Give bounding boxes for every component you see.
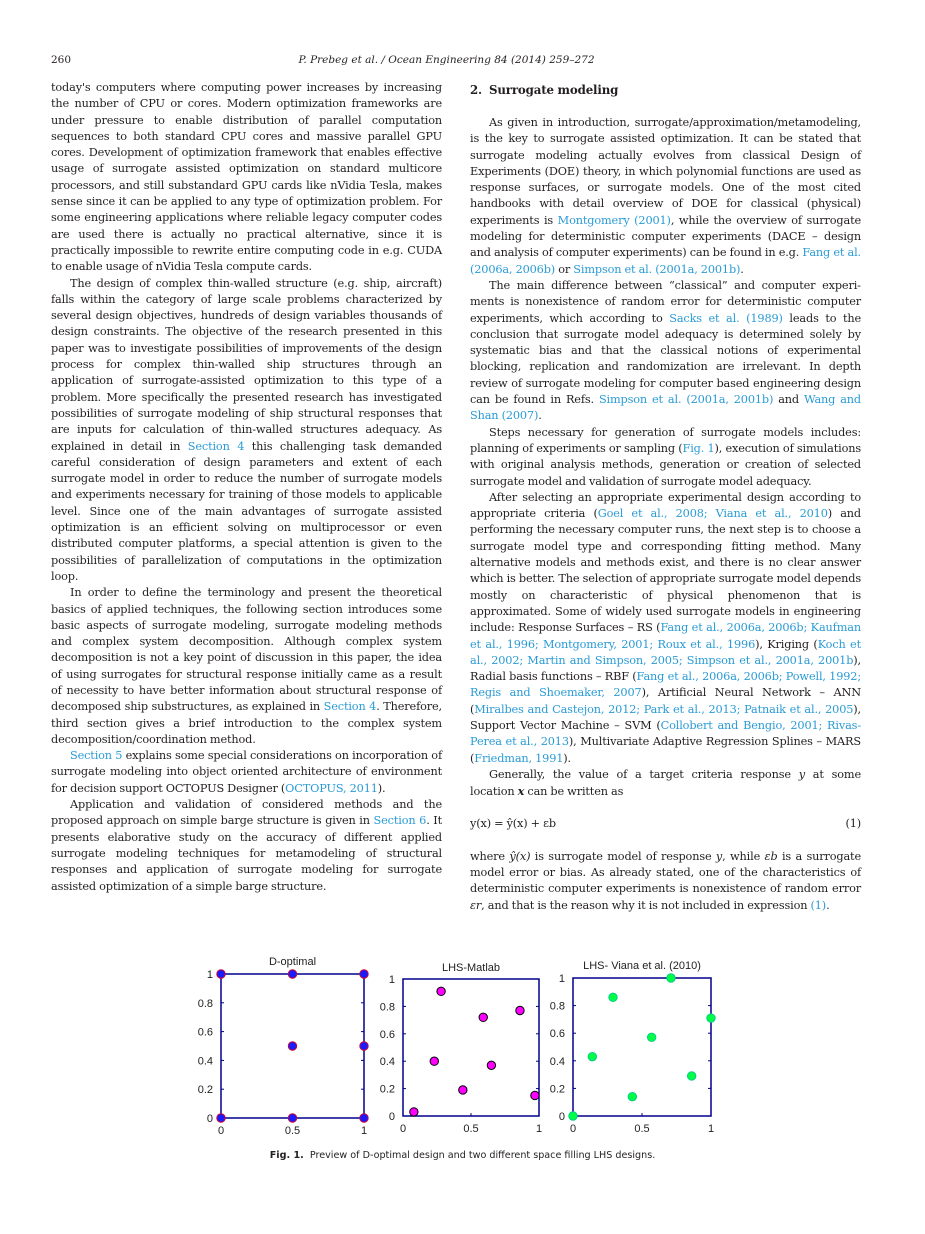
svg-text:0.5: 0.5	[284, 1125, 301, 1137]
svg-text:0.4: 0.4	[379, 1056, 395, 1069]
paragraph: The main difference between “classical” and computer experiments is nonexistence of random error for deterministic computer experiments, which according to Sacks et al. (1989) leads to the conclusion that surrogate model adequacy is determined solely by systematic bias and that the classical notions of experimental blocking, replication and randomization are irrelevant. In depth review of surrogate modeling for computer based engineering design can be found in Refs. Simpson et al. (2001a, 2001b) and Wang and Shan (2007).	[470, 278, 862, 423]
svg-text:0.8: 0.8	[549, 1000, 565, 1013]
svg-text:0: 0	[399, 1123, 407, 1135]
citation-link[interactable]: Montgomery (2001)	[557, 213, 671, 227]
data-point	[667, 974, 675, 982]
citation-link[interactable]: Simpson et al. (2001a, 2001b)	[598, 393, 774, 407]
svg-text:0.8: 0.8	[379, 1001, 395, 1014]
citation-link[interactable]: Simpson et al. (2001a, 2001b)	[573, 262, 741, 276]
data-point	[569, 1112, 577, 1120]
data-point	[217, 970, 225, 978]
journal-citation: P. Prebeg et al. / Ocean Engineering 84 (2014) 259–272	[298, 54, 595, 66]
right-column	[470, 80, 861, 914]
citation-link[interactable]: Wang and Shan (2007)	[470, 393, 861, 423]
svg-text:1: 1	[206, 969, 213, 981]
paragraph: Application and validation of considered methods and the proposed approach on simple barge structure is given in Section 6. It presents elaborative study on the accuracy of different applied surrogate modeling techniques for metamodeling of structural responses and application of surrogate modeling for surrogate assisted optimization of a simple barge structure.	[51, 798, 442, 893]
scatter-panel	[198, 956, 368, 1137]
paragraph: In order to define the terminology and present the theoretical basics of applied techniques, the following section introduces some basic aspects of surrogate modeling, surrogate modeling methods and complex system decomposition. Although complex system decomposition is not a key point of discussion in this paper, the idea of using surrogates for structural response initially came as a result of necessity to have better information about structural response of decomposed ship substructures, as explained in Section 4. Therefore, third section gives a brief introduction to the complex system decomposition/coordination method.	[51, 586, 442, 746]
citation-link[interactable]: Fang et al., 2006a, 2006b; Powell, 1992; Regis and Shoemaker, 2007	[470, 670, 861, 700]
data-point	[360, 970, 368, 978]
svg-text:1: 1	[535, 1123, 543, 1135]
svg-text:LHS- Viana et al. (2010): LHS- Viana et al. (2010)	[583, 960, 701, 972]
citation-link[interactable]: Fang et al., 2006a, 2006b; Kaufman et al., 1996; Montgomery, 2001; Roux et al., 1996	[470, 621, 861, 651]
citation-link[interactable]: Goel et al., 2008; Viana et al., 2010	[597, 507, 828, 521]
scatter-panel	[380, 962, 542, 1135]
svg-text:1: 1	[707, 1123, 715, 1135]
svg-text:0: 0	[206, 1113, 213, 1125]
citation-link[interactable]: Fang et al. (2006a, 2006b)	[470, 246, 861, 276]
svg-text:0.4: 0.4	[197, 1055, 213, 1068]
equation-1-link[interactable]: (1)	[810, 898, 827, 912]
data-point	[609, 993, 617, 1001]
data-point	[217, 1114, 225, 1122]
equation-1	[470, 816, 861, 832]
svg-text:0: 0	[388, 1111, 395, 1123]
section-4-link[interactable]: Section 4	[187, 439, 245, 453]
data-point	[410, 1108, 418, 1116]
equation-number: (1)	[845, 817, 861, 831]
data-point	[479, 1013, 487, 1021]
svg-text:1: 1	[388, 974, 395, 986]
figure-1	[190, 950, 735, 1150]
svg-text:0.2: 0.2	[197, 1084, 213, 1097]
data-point	[531, 1091, 539, 1099]
paragraph: where ŷ(x) is surrogate model of response y, while εb is a surrogate model error or bias. As already stated, one of the characteristics of deterministic computer experiments is nonexistence of random error εr, and that is the reason why it is not included in expression (1).	[470, 849, 861, 912]
data-point	[360, 1114, 368, 1122]
data-point	[687, 1072, 695, 1080]
data-point	[628, 1092, 636, 1100]
section-6-link[interactable]: Section 6	[373, 814, 427, 828]
citation-link[interactable]: Friedman, 1991	[474, 751, 564, 765]
citation-link[interactable]: Koch et al., 2002; Martin and Simpson, 2005; Simpson et al., 2001a, 2001b	[470, 637, 861, 667]
section-heading: 2. Surrogate modeling	[470, 83, 619, 97]
svg-text:0.6: 0.6	[549, 1028, 565, 1041]
svg-text:0.5: 0.5	[463, 1123, 479, 1135]
svg-text:1: 1	[360, 1125, 368, 1137]
svg-text:0: 0	[569, 1123, 577, 1135]
data-point	[707, 1014, 715, 1022]
data-point	[459, 1086, 467, 1094]
octopus-citation-link[interactable]: OCTOPUS, 2011	[285, 781, 378, 795]
citation-link[interactable]: Miralbes and Castejon, 2012; Park et al., 2013; Patnaik et al., 2005	[474, 702, 854, 716]
paragraph: Steps necessary for generation of surrogate models includes: planning of experiments or sampling (Fig. 1), execution of simulations with original analysis methods, generation or creation of selected surrogate model and validation of surrogate model adequacy.	[470, 425, 861, 488]
figure-1-plots	[190, 950, 735, 1150]
section-5-link[interactable]: Section 5	[70, 749, 123, 763]
svg-text:0.6: 0.6	[197, 1026, 213, 1039]
paragraph: After selecting an appropriate experimental design according to appropriate criteria (Goel et al., 2008; Viana et al., 2010) and performing the necessary computer runs, the next step is to choose a surrogate model type and corresponding fitting method. Many alternative models and methods exist, and there is no clear answer which is better. The selection of appropriate surrogate model depends mostly on characteristic of physical phenomenon that is approximated. Some of widely used surrogate models in engineering include: Response Surfaces – RS (Fang et al., 2006a, 2006b; Kaufman et al., 1996; Montgomery, 2001; Roux et al., 1996), Kriging (Koch et al., 2002; Martin and Simpson, 2005; Simpson et al., 2001a, 2001b), Radial basis functions – RBF (Fang et al., 2006a, 2006b; Powell, 1992; Regis and Shoemaker, 2007), Artificial Neural Network – ANN (Miralbes and Castejon, 2012; Park et al., 2013; Patnaik et al., 2005), Support Vector Machine – SVM (Collobert and Bengio, 2001; Rivas-Perea et al., 2013), Multivariate Adaptive Regression Splines – MARS (Friedman, 1991).	[470, 490, 862, 765]
data-point	[487, 1061, 495, 1069]
citation-link[interactable]: Collobert and Bengio, 2001; Rivas-Perea et al., 2013	[470, 718, 861, 749]
left-column	[51, 80, 442, 895]
svg-text:0.2: 0.2	[379, 1083, 395, 1096]
data-point	[516, 1006, 524, 1014]
paragraph: today's computers where computing power increases by increasing the number of CPU or cores. Modern optimization frameworks are under pressure to enable distribution of parallel computation sequences to both standard CPU cores and massive parallel GPU cores. Development of optimization framework that enables effective usage of surrogate assisted optimization on standard multicore processors, and still substandard GPU cards like nVidia Tesla, makes sense since it can be applied to any type of optimization problem. For some engineering applications where reliable legacy computer codes are used there is actually no practical alternative, since it is practically impossible to rewrite entire computing code in e.g. CUDA to enable usage of nVidia Tesla compute cards.	[51, 81, 442, 274]
page-number: 260	[51, 54, 72, 66]
figure-1-link[interactable]: Fig. 1	[682, 441, 715, 455]
svg-text:0.5: 0.5	[634, 1123, 650, 1135]
svg-text:LHS-Matlab: LHS-Matlab	[441, 962, 501, 974]
svg-text:0: 0	[558, 1111, 565, 1123]
paragraph: Generally, the value of a target criteria response y at some location x can be written as	[470, 767, 862, 799]
svg-text:1: 1	[558, 973, 565, 985]
svg-text:D-optimal: D-optimal	[268, 956, 317, 968]
paragraph: The design of complex thin-walled structure (e.g. ship, aircraft) falls within the category of large scale problems characterized by several design objectives, hundreds of design variables thousands of design constraints. The objective of the research presented in this paper was to investigate possibilities of improvements of the design process for complex thin-walled ship structures through an application of surrogate-assisted optimization to this type of a problem. More specifically the presented research has investigated possibilities of surrogate modeling of ship structural responses that are inputs for calculation of thin-walled structures adequacy. As explained in detail in Section 4 this challenging task demanded careful consideration of design parameters and extent of each surrogate model in order to reduce the number of surrogate models and experiments necessary for training of those models to applicable level. Since one of the main advantages of surrogate assisted optimization is an efficient solving on multiprocessor or even distributed computer platforms, a special attention is given to the possibilities of parallelization of computations in the optimization loop.	[51, 276, 442, 583]
figure-caption	[0, 1150, 925, 1161]
data-point	[647, 1033, 655, 1041]
paragraph: As given in introduction, surrogate/approximation/metamodeling, is the key to surrogate assisted optimization. It can be stated that surrogate modeling actually evolves from classical Design of Experiments (DOE) theory, in which polynomial functions are used as response surfaces, or surrogate models. One of the most cited handbooks with detail overview of DOE for classical (physical) experiments is Montgomery (2001), while the overview of surrogate modeling for deterministic computer experiments (DACE – design and analysis of computer experiments) can be found in e.g. Fang et al. (2006a, 2006b) or Simpson et al. (2001a, 2001b).	[470, 116, 861, 276]
data-point	[430, 1057, 438, 1065]
data-point	[588, 1052, 596, 1060]
svg-text:0.8: 0.8	[197, 997, 213, 1010]
data-point	[288, 1042, 296, 1050]
running-header	[51, 54, 842, 70]
scatter-panel	[550, 960, 715, 1135]
data-point	[360, 1042, 368, 1050]
data-point	[288, 970, 296, 978]
citation-link[interactable]: Sacks et al. (1989)	[669, 311, 783, 325]
svg-text:0.6: 0.6	[379, 1028, 395, 1041]
svg-text:0: 0	[217, 1125, 225, 1137]
paragraph: Section 5 explains some special considerations on incorporation of surrogate modeling into object oriented architecture of environment for decision support OCTOPUS Designer (OCTOPUS, 2011).	[51, 749, 442, 795]
svg-text:0.2: 0.2	[549, 1083, 565, 1096]
equation-body: y(x) = ŷ(x) + εb	[470, 817, 556, 831]
svg-text:0.4: 0.4	[549, 1055, 565, 1068]
data-point	[437, 987, 445, 995]
caption-label: Fig. 1.	[269, 1150, 304, 1161]
data-point	[288, 1114, 296, 1122]
section-4-link[interactable]: Section 4	[323, 700, 377, 714]
caption-text: Preview of D-optimal design and two different space filling LHS designs.	[309, 1150, 656, 1161]
